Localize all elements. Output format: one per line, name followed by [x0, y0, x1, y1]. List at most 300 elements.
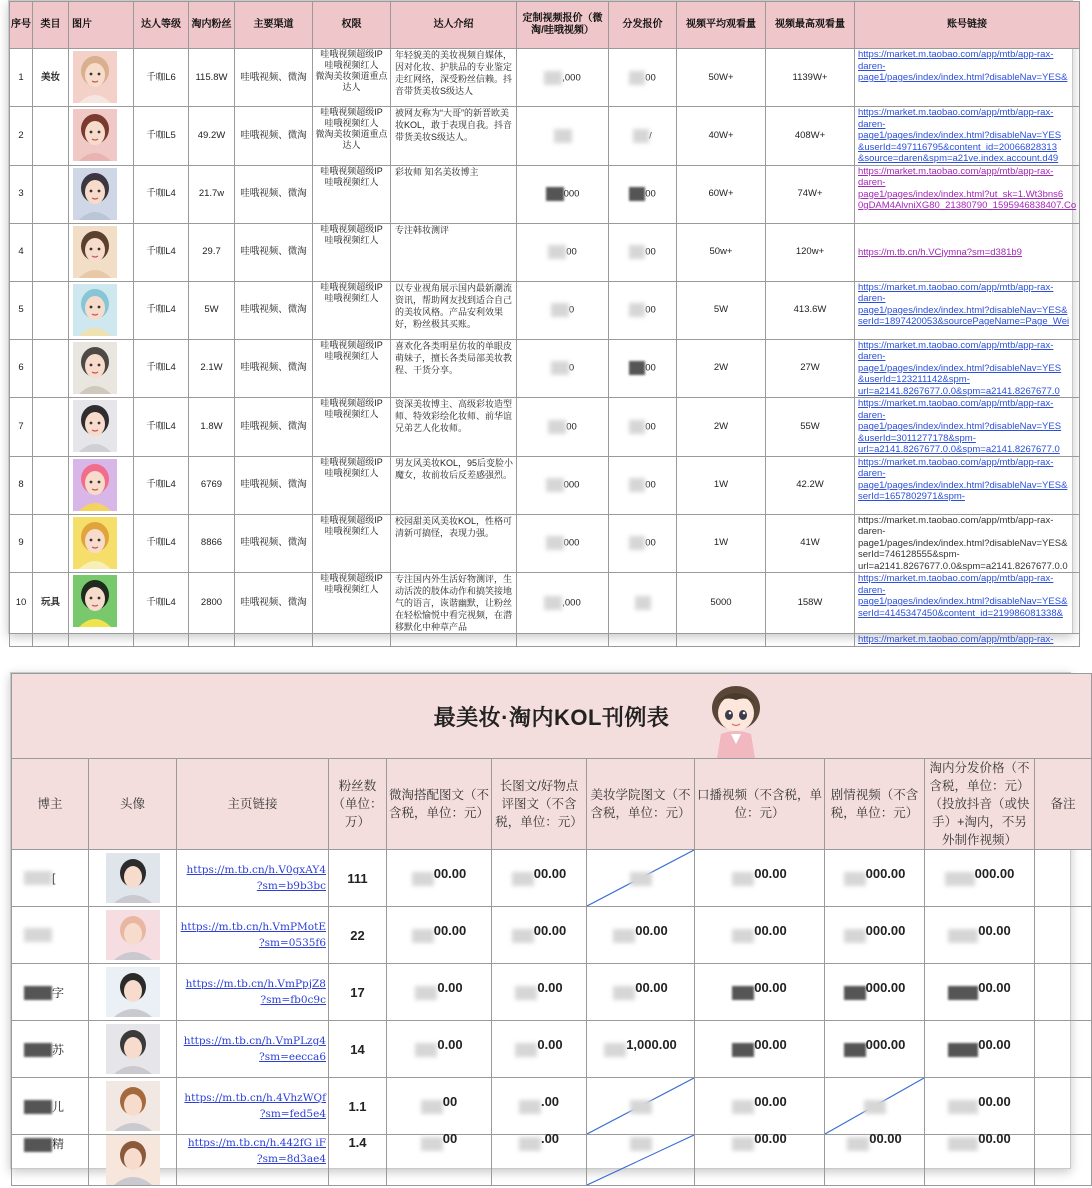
avatar-cell	[89, 850, 177, 907]
dist-price-value: 00	[645, 362, 656, 374]
rate-card-sheet	[10, 672, 1076, 1169]
price-cell	[587, 1078, 695, 1135]
rights-cell	[313, 165, 391, 223]
avatar-photo-icon	[106, 967, 160, 1017]
custom-price-value: ,000	[562, 597, 581, 609]
category-cell	[33, 339, 69, 398]
account-link[interactable]: &userId=123211142&spm-	[858, 374, 970, 385]
price-cell	[387, 964, 492, 1021]
table-row	[10, 573, 1080, 634]
row-number: 4	[10, 223, 33, 281]
price-cell	[695, 1131, 825, 1186]
empty-cell	[134, 634, 189, 647]
account-link[interactable]: daren-	[858, 351, 886, 362]
redacted-block	[24, 871, 52, 885]
chibi-mascot-icon	[701, 678, 771, 758]
category-cell	[33, 514, 69, 573]
rate-card-title	[12, 674, 1092, 759]
avatar	[106, 853, 160, 903]
table-row	[12, 850, 1092, 907]
price-value: 00.00	[754, 866, 787, 882]
account-link[interactable]: daren-	[858, 526, 886, 537]
rate-header-cell: 美妆学院图文（不含税，单位：元）	[587, 759, 695, 850]
channels-cell: 哇哦视频、微淘	[235, 398, 313, 457]
account-link[interactable]: serId=4145347450&content_id=219986081338&	[858, 607, 1063, 619]
level-cell: 千咖L4	[134, 223, 189, 281]
account-link[interactable]: url=a2141.8267677.0.0&spm=a2141.8267677.0	[858, 444, 1060, 455]
account-link[interactable]: daren-	[858, 118, 886, 130]
avatar	[106, 1081, 160, 1131]
redacted-block	[604, 1043, 626, 1057]
redacted-block	[629, 361, 645, 375]
account-link[interactable]: https://market.m.taobao.com/app/mtb/app-rax-	[858, 456, 1054, 468]
account-link[interactable]: https://market.m.taobao.com/app/mtb/app-rax-	[858, 107, 1054, 118]
avatar-cell	[69, 339, 134, 398]
max-views-cell: 120w+	[766, 223, 855, 281]
avg-views-cell: 1W	[677, 456, 766, 514]
redacted-block	[948, 1100, 978, 1114]
dist-price-value: 00	[645, 537, 656, 549]
redacted-block	[548, 245, 566, 259]
blogger-name-cell	[12, 1135, 89, 1186]
empty-cell	[609, 634, 677, 647]
avatar-photo-icon	[73, 109, 117, 161]
redacted-block	[24, 986, 52, 1000]
avatar-cell	[69, 107, 134, 166]
rights-cell	[313, 223, 391, 281]
price-value: 00.00	[754, 923, 787, 939]
category-cell: 美妆	[33, 49, 69, 107]
rate-header-cell: 主页链接	[177, 759, 329, 850]
homepage-link[interactable]: https://m.tb.cn/h.442fG iF	[187, 1137, 326, 1149]
avatar-cell	[69, 573, 134, 634]
fans-cell: 5W	[189, 281, 235, 339]
rights-line: 哇哦视频超级IP	[320, 339, 383, 350]
account-link[interactable]: https://market.m.taobao.com/app/mtb/app-rax-	[858, 398, 1054, 409]
homepage-link-cell	[177, 907, 329, 964]
row-number: 7	[10, 398, 33, 457]
max-views-cell: 55W	[766, 398, 855, 457]
channels-cell: 哇哦视频、微淘	[235, 165, 313, 223]
account-link-cell	[855, 456, 1080, 514]
category-cell	[33, 223, 69, 281]
price-value: 00.00	[978, 1094, 1011, 1110]
price-value: 00.00	[533, 866, 567, 882]
redacted-block	[732, 1043, 754, 1057]
price-cell	[695, 964, 825, 1021]
redacted-block	[629, 478, 645, 492]
rights-line: 哇哦视频红人	[324, 467, 379, 478]
account-link-cell	[855, 107, 1080, 166]
empty-cell	[69, 634, 134, 647]
custom-price-value: 000	[563, 479, 580, 491]
rights-line: 哇哦视频超级IP	[320, 165, 383, 176]
price-cell	[825, 1021, 925, 1078]
redacted-block	[629, 420, 645, 434]
redacted-block	[512, 929, 534, 943]
redacted-block	[515, 1043, 537, 1057]
redacted-block	[629, 187, 645, 201]
intro-cell: 专注韩妆测评	[391, 223, 517, 281]
avatar-cell	[69, 223, 134, 281]
account-link[interactable]: https://market.m.taobao.com/app/mtb/app-rax-	[858, 49, 1054, 60]
price-value: 00.00	[433, 866, 467, 882]
remark-cell	[1035, 964, 1092, 1021]
price-value: 000.00	[865, 980, 906, 996]
redacted-block	[546, 536, 564, 550]
header-cell: 达人介绍	[391, 2, 517, 49]
account-link[interactable]: page1/pages/index/index.html?disableNav=YES	[858, 130, 1062, 141]
price-value: 000.00	[974, 866, 1015, 882]
dist-price-value: /	[649, 130, 652, 142]
avatar-cell	[69, 281, 134, 339]
redacted-block	[629, 71, 645, 85]
blogger-name: 精	[52, 1137, 65, 1151]
redacted-block	[415, 1043, 437, 1057]
header-cell: 视频最高观看量	[766, 2, 855, 49]
account-link-cell	[855, 223, 1080, 281]
account-link[interactable]: page1/pages/index/index.html?disableNav=YES&	[858, 304, 1068, 316]
blogger-name-cell	[12, 850, 89, 907]
price-cell	[587, 907, 695, 964]
row-number: 10	[10, 573, 33, 634]
rights-line: 哇哦视频超级IP	[320, 456, 383, 467]
price-cell	[492, 1078, 587, 1135]
header-cell: 账号链接	[855, 2, 1080, 49]
level-cell: 千咖L4	[134, 456, 189, 514]
avatar	[69, 166, 133, 223]
avg-views-cell: 2W	[677, 339, 766, 398]
redacted-block	[546, 478, 564, 492]
price-value: 00.00	[978, 1131, 1011, 1146]
account-link[interactable]: daren-	[858, 60, 886, 72]
max-views-cell: 1139W+	[766, 49, 855, 107]
avatar	[69, 340, 133, 398]
account-link[interactable]: &userId=497116795&content_id=20066828313	[858, 141, 1057, 153]
avatar-photo-icon	[73, 517, 117, 569]
account-link[interactable]: https://m.tb.cn/h.VCjymna?sm=d381b9	[858, 246, 1022, 258]
price-cell	[492, 907, 587, 964]
homepage-link[interactable]: ?sm=fb0c9c	[260, 994, 326, 1006]
channels-cell: 哇哦视频、微淘	[235, 281, 313, 339]
price-value: 000.00	[865, 923, 906, 939]
account-link[interactable]: 0gDAM4AlvniXG80_21380790_1595946838407.Co	[858, 200, 1077, 211]
rate-card-title-text: 最美妆·淘内KOL刊例表	[433, 704, 670, 730]
account-link[interactable]: https://market.m.taobao.com/app/mtb/app-rax-	[858, 573, 1054, 584]
rights-line: 哇哦视频红人	[324, 584, 379, 594]
rights-line: 哇哦视频超级IP	[320, 281, 383, 292]
rights-line: 哇哦视频红人	[324, 292, 379, 303]
rights-cell	[313, 339, 391, 398]
table-row	[12, 907, 1092, 964]
level-cell: 千咖L4	[134, 573, 189, 634]
account-link[interactable]: daren-	[858, 409, 886, 421]
title-row	[12, 674, 1092, 759]
fans-cell: 2.1W	[189, 339, 235, 398]
header-cell: 权限	[313, 2, 391, 49]
account-link-cell	[855, 49, 1080, 107]
rate-header-cell: 博主	[12, 759, 89, 850]
avatar	[69, 49, 133, 106]
account-link[interactable]	[858, 235, 1079, 247]
redacted-block	[732, 1137, 754, 1151]
dist-price-value: 00	[645, 246, 656, 258]
price-cell	[492, 850, 587, 907]
account-link[interactable]: page1/pages/index/index.html?disableNav=YES	[858, 421, 1062, 432]
homepage-link[interactable]: https://m.tb.cn/h.VmPpjZ8	[185, 978, 326, 990]
price-value: 00.00	[635, 923, 668, 939]
avatar	[106, 1135, 160, 1185]
rights-line: 哇哦视频红人	[324, 176, 379, 187]
account-link[interactable]: daren-	[858, 468, 886, 479]
price-value: 0.00	[537, 1037, 563, 1053]
redacted-block	[519, 1100, 541, 1114]
homepage-link[interactable]: ?sm=fed5e4	[259, 1108, 326, 1120]
redacted-block	[633, 129, 649, 143]
avatar-cell	[69, 49, 134, 107]
price-cell	[695, 907, 825, 964]
avatar	[69, 457, 133, 514]
avatar-photo-icon	[73, 575, 117, 627]
blogger-name-cell	[12, 964, 89, 1021]
account-link-cell	[855, 398, 1080, 457]
price-cell	[387, 1021, 492, 1078]
max-views-cell: 42.2W	[766, 456, 855, 514]
avatar-cell	[69, 514, 134, 573]
channels-cell: 哇哦视频、微淘	[235, 49, 313, 107]
row-number: 5	[10, 281, 33, 339]
price-cell	[925, 907, 1035, 964]
rights-line: 哇哦视频超级IP	[320, 107, 383, 117]
header-cell: 序号	[10, 2, 33, 49]
fans-cell: 22	[329, 907, 387, 964]
max-views-cell: 158W	[766, 573, 855, 634]
account-link[interactable]: daren-	[858, 293, 886, 304]
redacted-block	[864, 1100, 886, 1114]
homepage-link[interactable]: https://m.tb.cn/h.VmPLzg4	[183, 1035, 326, 1047]
redacted-block	[732, 929, 754, 943]
redacted-block	[635, 596, 651, 610]
homepage-link[interactable]: ?sm=8d3ae4	[256, 1153, 326, 1165]
price-value: 000.00	[865, 1037, 906, 1053]
price-cell	[825, 907, 925, 964]
avatar-cell	[89, 1078, 177, 1135]
row-number: 3	[10, 165, 33, 223]
avg-views-cell: 60W+	[677, 165, 766, 223]
avatar-photo-icon	[106, 853, 160, 903]
price-cell	[925, 1021, 1035, 1078]
intro-cell: 彩妆师 知名美妆博主	[391, 165, 517, 223]
row-number: 9	[10, 514, 33, 573]
account-link[interactable]: https://market.m.taobao.com/app/mtb/app-rax-	[858, 339, 1054, 351]
custom-price-cell	[517, 339, 609, 398]
price-cell	[587, 964, 695, 1021]
avatar-photo-icon	[73, 459, 117, 511]
table-row	[10, 49, 1080, 107]
fans-cell: 14	[329, 1021, 387, 1078]
intro-cell: 喜欢化各类明星仿妆的单眼皮萌妹子，擅长各类局部美妆教程、干货分享。	[391, 339, 517, 398]
blogger-name-cell	[12, 1021, 89, 1078]
header-cell: 视频平均观看量	[677, 2, 766, 49]
redacted-block	[519, 1137, 541, 1151]
fans-cell: 111	[329, 850, 387, 907]
redacted-block	[613, 929, 635, 943]
custom-price-value: ,000	[562, 72, 581, 84]
account-link[interactable]: serId=1657802971&spm-	[858, 491, 965, 502]
account-link[interactable]: &userId=3011277178&spm-	[858, 432, 976, 444]
rate-header-cell: 长图文/好物点评图文（不含税，单位：元）	[492, 759, 587, 850]
fans-cell: 21.7w	[189, 165, 235, 223]
account-link[interactable]: serId=746128555&spm-	[858, 549, 960, 560]
account-link[interactable]: &source=daren&spm=a21ve.index.account.d49	[858, 153, 1059, 164]
dist-price-cell	[609, 514, 677, 573]
header-cell: 主要渠道	[235, 2, 313, 49]
redacted-block	[629, 303, 645, 317]
homepage-link[interactable]: https://m.tb.cn/h.V0gxAY4	[186, 864, 326, 876]
redacted-block	[515, 986, 537, 1000]
account-link[interactable]	[858, 224, 1079, 236]
price-value: 000.00	[865, 866, 906, 882]
price-cell	[825, 1131, 925, 1186]
homepage-link-cell	[177, 1135, 329, 1186]
dist-price-cell	[609, 456, 677, 514]
custom-price-value: 0	[568, 362, 575, 374]
homepage-link[interactable]: ?sm=b9b3bc	[256, 880, 326, 892]
account-link[interactable]: https://market.m.taobao.com/app/mtb/app-rax-	[858, 281, 1054, 293]
custom-price-cell	[517, 573, 609, 634]
price-cell	[387, 1131, 492, 1186]
avatar	[106, 910, 160, 960]
avg-views-cell: 40W+	[677, 107, 766, 166]
account-link[interactable]: url=a2141.8267677.0.0&spm=a2141.8267677.0.0	[858, 560, 1068, 572]
fans-cell: 49.2W	[189, 107, 235, 166]
avatar-cell	[89, 964, 177, 1021]
rights-cell	[313, 398, 391, 457]
redacted-block	[948, 1043, 978, 1057]
homepage-link[interactable]: ?sm=eecca6	[259, 1051, 326, 1063]
rights-cell	[313, 49, 391, 107]
intro-cell: 年轻貌美的美妆视频自媒体，因对化妆、护肤品的专业鉴定走红网络，深受粉丝信赖。抖音带货美妆S级达人	[391, 49, 517, 107]
account-link[interactable]: serId=1897420053&sourcePageName=Page_Wei	[858, 316, 1070, 327]
account-link[interactable]: https://market.m.taobao.com/app/mtb/app-rax-	[858, 165, 1054, 177]
redacted-block	[24, 1100, 52, 1114]
price-cell	[695, 1078, 825, 1135]
custom-price-cell	[517, 107, 609, 166]
redacted-block	[945, 872, 975, 886]
price-cell	[925, 1131, 1035, 1186]
fans-cell: 1.8W	[189, 398, 235, 457]
account-link[interactable]: page1/pages/index/index.html?disableNav=YES&	[858, 72, 1068, 83]
table-row-partial	[10, 634, 1080, 647]
account-link[interactable]: page1/pages/index/index.html?disableNav=YES&	[858, 596, 1068, 607]
rights-cell	[313, 573, 391, 634]
row-number: 6	[10, 339, 33, 398]
rights-line: 哇哦视频红人	[324, 409, 379, 419]
remark-cell	[1035, 850, 1092, 907]
price-value: 00.00	[433, 923, 467, 939]
account-link[interactable]: https://market.m.taobao.com/app/mtb/app-rax-	[858, 634, 1054, 645]
custom-price-cell	[517, 165, 609, 223]
table-row	[10, 514, 1080, 573]
account-link[interactable]: page1/pages/index/index.html?ut_sk=1.Wt3bns6	[858, 188, 1064, 200]
table-row	[10, 165, 1080, 223]
header-cell: 类目	[33, 2, 69, 49]
table-row	[12, 964, 1092, 1021]
avatar	[69, 282, 133, 339]
account-link[interactable]: page1/pages/index/index.html?disableNav=YES&	[858, 479, 1068, 491]
account-link[interactable]: page1/pages/index/index.html?disableNav=YES	[858, 362, 1062, 374]
redacted-block	[732, 1100, 754, 1114]
blogger-name: 儿	[52, 1099, 65, 1114]
level-cell: 千咖L5	[134, 107, 189, 166]
avg-views-cell: 1W	[677, 514, 766, 573]
redacted-block	[24, 1043, 52, 1057]
blogger-name-cell	[12, 1078, 89, 1135]
custom-price-cell	[517, 514, 609, 573]
channels-cell: 哇哦视频、微淘	[235, 514, 313, 573]
header-cell: 图片	[69, 2, 134, 49]
homepage-link[interactable]: https://m.tb.cn/h.VmPMotE	[180, 921, 326, 933]
avatar-photo-icon	[73, 226, 117, 278]
account-link-cell	[855, 165, 1080, 223]
price-value: 00.00	[754, 980, 787, 996]
price-value: 00.00	[978, 923, 1011, 939]
redacted-block	[630, 1100, 652, 1114]
avatar-photo-icon	[73, 51, 117, 103]
account-link-cell	[855, 514, 1080, 573]
price-value: 00.00	[978, 1037, 1011, 1053]
avatar-cell	[89, 1135, 177, 1186]
account-link[interactable]: daren-	[858, 177, 886, 188]
blogger-name-cell	[12, 907, 89, 964]
account-link[interactable]: page1/pages/index/index.html?disableNav=YES&	[858, 537, 1068, 549]
account-link[interactable]: daren-	[858, 584, 886, 596]
level-cell: 千咖L4	[134, 339, 189, 398]
avatar	[69, 107, 133, 165]
price-value: 00	[442, 1094, 458, 1110]
header-cell: 分发报价	[609, 2, 677, 49]
table-row	[10, 281, 1080, 339]
rights-line: 哇哦视频红人	[324, 350, 379, 361]
dist-price-cell	[609, 573, 677, 634]
empty-cell	[10, 634, 33, 647]
avatar	[106, 1024, 160, 1074]
account-link[interactable]: url=a2141.8267677.0.0&spm=a2141.8267677.0	[858, 385, 1060, 397]
kol-quote-table	[9, 1, 1080, 647]
intro-cell: 专注国内外生活好物测评，生动活泼的肢体动作和搞笑接地气的语言，诙谐幽默，让粉丝在轻松愉悦中看完视频，在潜移默化中种草产品	[391, 573, 517, 634]
redacted-block	[844, 929, 866, 943]
price-value: .00	[540, 1094, 560, 1110]
fans-cell: 8866	[189, 514, 235, 573]
rate-header-cell: 粉丝数（单位：万）	[329, 759, 387, 850]
avg-views-cell: 50w+	[677, 223, 766, 281]
account-link[interactable]: https://market.m.taobao.com/app/mtb/app-rax-	[858, 514, 1054, 526]
avatar-photo-icon	[106, 1081, 160, 1131]
avatar-cell	[69, 398, 134, 457]
header-cell: 定制视频报价（微淘/哇哦视频）	[517, 2, 609, 49]
channels-cell: 哇哦视频、微淘	[235, 339, 313, 398]
custom-price-cell	[517, 398, 609, 457]
channels-cell: 哇哦视频、微淘	[235, 107, 313, 166]
dist-price-value: 00	[645, 479, 656, 491]
channels-cell: 哇哦视频、微淘	[235, 456, 313, 514]
rights-line: 微淘美妆频道重点	[315, 129, 388, 139]
rights-line: 达人	[342, 140, 361, 150]
homepage-link[interactable]: https://m.tb.cn/h.4VhzWQf	[184, 1092, 326, 1104]
redacted-block	[551, 303, 569, 317]
avatar-photo-icon	[73, 400, 117, 452]
homepage-link[interactable]: ?sm=0535f6	[258, 937, 326, 949]
